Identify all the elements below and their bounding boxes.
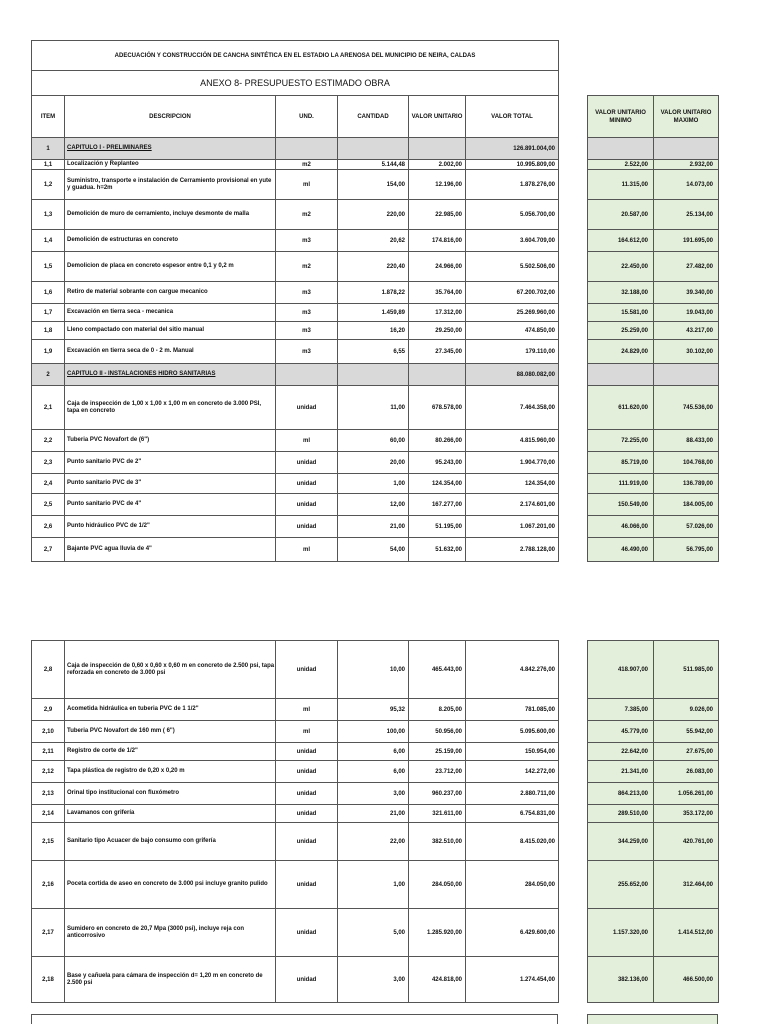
table-row <box>32 538 559 562</box>
item-max-value: 30.102,00 <box>654 340 719 364</box>
min-max-row <box>588 909 719 957</box>
item-unit: m3 <box>276 282 338 304</box>
table-row <box>32 230 559 252</box>
chapter-item: 2 <box>32 364 65 386</box>
table-row <box>32 721 559 743</box>
item-min-value: 255.652,00 <box>588 861 654 909</box>
item-description: Bajante PVC agua lluvia de 4" <box>65 538 276 562</box>
item-unit: ml <box>276 699 338 721</box>
header-item: ITEM <box>32 96 65 138</box>
chapter-total: 88.080.082,00 <box>466 364 559 386</box>
item-min-value: 85.719,00 <box>588 452 654 474</box>
item-min-value: 22.450,00 <box>588 252 654 282</box>
table-row <box>32 170 559 200</box>
item-total-value: 179.110,00 <box>466 340 559 364</box>
item-unit-value: 29.250,00 <box>409 322 466 340</box>
continued-table-edge <box>31 1014 558 1024</box>
continued-side-table-edge <box>587 1014 718 1024</box>
item-description: Poceta cortida de aseo en concreto de 3.000 psi incluye granito pulido <box>65 861 276 909</box>
item-unit-value: 23.712,00 <box>409 761 466 783</box>
item-description: Acometida hidráulica en tuberia PVC de 1 1/2" <box>65 699 276 721</box>
item-total-value: 6.429.600,00 <box>466 909 559 957</box>
item-number: 1,7 <box>32 304 65 322</box>
min-max-row <box>588 761 719 783</box>
item-max-value: 745.536,00 <box>654 386 719 430</box>
item-min-value: 24.829,00 <box>588 340 654 364</box>
item-number: 2,11 <box>32 743 65 761</box>
item-unit: unidad <box>276 494 338 516</box>
item-min-value: 20.587,00 <box>588 200 654 230</box>
item-min-value: 45.779,00 <box>588 721 654 743</box>
item-description: Excavación en tierra seca - mecanica <box>65 304 276 322</box>
min-max-row <box>588 494 719 516</box>
item-number: 2,8 <box>32 641 65 699</box>
item-max-value: 184.005,00 <box>654 494 719 516</box>
item-unit: unidad <box>276 861 338 909</box>
item-description: Sumidero en concreto de 20,7 Mpa (3000 psi), incluye reja con anticorrosivo <box>65 909 276 957</box>
item-min-value: 864.213,00 <box>588 783 654 805</box>
item-unit: unidad <box>276 386 338 430</box>
item-total-value: 67.200.702,00 <box>466 282 559 304</box>
item-max-value: 88.433,00 <box>654 430 719 452</box>
item-unit: unidad <box>276 805 338 823</box>
item-total-value: 5.056.700,00 <box>466 200 559 230</box>
item-total-value: 781.085,00 <box>466 699 559 721</box>
item-max-value: 136.789,00 <box>654 474 719 494</box>
table-row <box>32 322 559 340</box>
item-unit: ml <box>276 538 338 562</box>
item-unit-value: 35.764,00 <box>409 282 466 304</box>
min-max-row <box>588 170 719 200</box>
item-max-value: 104.768,00 <box>654 452 719 474</box>
min-max-row <box>588 282 719 304</box>
item-unit-value: 22.985,00 <box>409 200 466 230</box>
item-quantity: 22,00 <box>338 823 409 861</box>
chapter-total: 126.891.004,00 <box>466 138 559 160</box>
item-min-value: 344.259,00 <box>588 823 654 861</box>
item-unit-value: 17.312,00 <box>409 304 466 322</box>
item-number: 2,16 <box>32 861 65 909</box>
item-description: Punto sanitario PVC de 3" <box>65 474 276 494</box>
item-max-value: 39.340,00 <box>654 282 719 304</box>
item-total-value: 1.274.454,00 <box>466 957 559 1003</box>
item-quantity: 6,55 <box>338 340 409 364</box>
item-unit-value: 678.578,00 <box>409 386 466 430</box>
header-cantidad: CANTIDAD <box>338 96 409 138</box>
min-max-row <box>588 743 719 761</box>
header-valor-total: VALOR TOTAL <box>466 96 559 138</box>
item-max-value: 2.932,00 <box>654 160 719 170</box>
item-min-value: 111.919,00 <box>588 474 654 494</box>
item-unit-value: 124.354,00 <box>409 474 466 494</box>
item-min-value: 11.315,00 <box>588 170 654 200</box>
item-number: 2,3 <box>32 452 65 474</box>
table-row <box>32 699 559 721</box>
table-row <box>32 160 559 170</box>
item-quantity: 20,00 <box>338 452 409 474</box>
item-unit-value: 24.966,00 <box>409 252 466 282</box>
item-max-value: 19.043,00 <box>654 304 719 322</box>
min-max-row <box>588 474 719 494</box>
item-number: 2,1 <box>32 386 65 430</box>
item-quantity: 21,00 <box>338 805 409 823</box>
item-description: Sanitario tipo Acuacer de bajo consumo con grifería <box>65 823 276 861</box>
min-max-row <box>588 340 719 364</box>
item-number: 2,12 <box>32 761 65 783</box>
item-number: 1,1 <box>32 160 65 170</box>
item-unit-value: 465.443,00 <box>409 641 466 699</box>
item-min-value: 7.385,00 <box>588 699 654 721</box>
item-total-value: 284.050,00 <box>466 861 559 909</box>
item-unit: unidad <box>276 452 338 474</box>
item-number: 1,4 <box>32 230 65 252</box>
header-descripcion: DESCRIPCION <box>65 96 276 138</box>
item-description: Caja de inspección de 1,00 x 1,00 x 1,00 m en concreto de 3.000 PSI, tapa en concreto <box>65 386 276 430</box>
item-total-value: 2.880.711,00 <box>466 783 559 805</box>
item-unit: unidad <box>276 823 338 861</box>
item-unit: ml <box>276 170 338 200</box>
table-row <box>32 805 559 823</box>
table-row <box>32 494 559 516</box>
table-row <box>32 783 559 805</box>
min-max-row <box>588 538 719 562</box>
item-total-value: 150.954,00 <box>466 743 559 761</box>
item-description: Orinal tipo institucional con fluxómetro <box>65 783 276 805</box>
item-unit: unidad <box>276 909 338 957</box>
item-max-value: 27.482,00 <box>654 252 719 282</box>
item-description: Retiro de material sobrante con cargue mecanico <box>65 282 276 304</box>
chapter-title: CAPITULO I - PRELIMINARES <box>65 138 276 160</box>
item-number: 1,9 <box>32 340 65 364</box>
min-max-row <box>588 699 719 721</box>
min-max-table-page-1 <box>587 95 719 562</box>
table-row <box>32 641 559 699</box>
item-unit-value: 50.956,00 <box>409 721 466 743</box>
min-max-row <box>588 805 719 823</box>
item-number: 2,7 <box>32 538 65 562</box>
item-number: 2,14 <box>32 805 65 823</box>
item-number: 1,2 <box>32 170 65 200</box>
table-row <box>32 452 559 474</box>
item-max-value: 57.026,00 <box>654 516 719 538</box>
item-total-value: 1.904.770,00 <box>466 452 559 474</box>
item-unit: ml <box>276 721 338 743</box>
item-unit: unidad <box>276 957 338 1003</box>
item-number: 2,9 <box>32 699 65 721</box>
item-min-value: 2.522,00 <box>588 160 654 170</box>
item-total-value: 25.269.960,00 <box>466 304 559 322</box>
item-unit-value: 167.277,00 <box>409 494 466 516</box>
item-quantity: 60,00 <box>338 430 409 452</box>
item-max-value: 191.695,00 <box>654 230 719 252</box>
item-unit-value: 27.345,00 <box>409 340 466 364</box>
item-number: 2,2 <box>32 430 65 452</box>
item-unit-value: 95.243,00 <box>409 452 466 474</box>
item-max-value: 9.026,00 <box>654 699 719 721</box>
item-min-value: 46.066,00 <box>588 516 654 538</box>
item-unit-value: 382.510,00 <box>409 823 466 861</box>
item-min-value: 611.620,00 <box>588 386 654 430</box>
item-min-value: 46.490,00 <box>588 538 654 562</box>
min-max-table-page-2 <box>587 640 719 1003</box>
item-unit-value: 321.611,00 <box>409 805 466 823</box>
table-row <box>32 823 559 861</box>
item-quantity: 1,00 <box>338 861 409 909</box>
item-quantity: 12,00 <box>338 494 409 516</box>
item-number: 1,5 <box>32 252 65 282</box>
item-unit: m3 <box>276 304 338 322</box>
item-unit: m2 <box>276 200 338 230</box>
min-max-row <box>588 386 719 430</box>
item-number: 2,13 <box>32 783 65 805</box>
document-subtitle: ANEXO 8- PRESUPUESTO ESTIMADO OBRA <box>32 71 559 96</box>
item-min-value: 1.157.320,00 <box>588 909 654 957</box>
item-unit: unidad <box>276 743 338 761</box>
item-total-value: 2.174.601,00 <box>466 494 559 516</box>
item-total-value: 4.815.960,00 <box>466 430 559 452</box>
item-number: 1,8 <box>32 322 65 340</box>
item-number: 2,4 <box>32 474 65 494</box>
item-quantity: 3,00 <box>338 957 409 1003</box>
item-unit-value: 1.285.920,00 <box>409 909 466 957</box>
item-max-value: 14.073,00 <box>654 170 719 200</box>
item-number: 2,5 <box>32 494 65 516</box>
min-max-row <box>588 823 719 861</box>
item-quantity: 5,00 <box>338 909 409 957</box>
item-min-value: 21.341,00 <box>588 761 654 783</box>
item-min-value: 418.907,00 <box>588 641 654 699</box>
min-max-row <box>588 783 719 805</box>
item-unit: m3 <box>276 340 338 364</box>
table-row <box>32 282 559 304</box>
item-description: Demolición de estructuras en concreto <box>65 230 276 252</box>
table-row <box>32 252 559 282</box>
item-quantity: 10,00 <box>338 641 409 699</box>
item-description: Caja de inspección de 0,60 x 0,60 x 0,60 m en concreto de 2.500 psi, tapa reforzada en concreto de 3.000 psi <box>65 641 276 699</box>
item-number: 2,15 <box>32 823 65 861</box>
item-max-value: 55.942,00 <box>654 721 719 743</box>
item-max-value: 466.500,00 <box>654 957 719 1003</box>
item-number: 2,18 <box>32 957 65 1003</box>
table-row <box>32 474 559 494</box>
table-row <box>32 861 559 909</box>
table-row <box>32 516 559 538</box>
item-unit-value: 174.816,00 <box>409 230 466 252</box>
min-max-row <box>588 957 719 1003</box>
item-min-value: 22.642,00 <box>588 743 654 761</box>
item-number: 2,10 <box>32 721 65 743</box>
item-total-value: 5.502.506,00 <box>466 252 559 282</box>
min-max-row <box>588 721 719 743</box>
min-max-row <box>588 516 719 538</box>
table-row <box>32 386 559 430</box>
min-max-row <box>588 430 719 452</box>
header-valor-unitario: VALOR UNITARIO <box>409 96 466 138</box>
table-row <box>32 200 559 230</box>
item-total-value: 1.878.276,00 <box>466 170 559 200</box>
item-unit: unidad <box>276 761 338 783</box>
item-quantity: 220,00 <box>338 200 409 230</box>
item-description: Punto hidráulico PVC de 1/2" <box>65 516 276 538</box>
item-description: Demolicion de placa en concreto espesor entre 0,1 y 0,2 m <box>65 252 276 282</box>
chapter-item: 1 <box>32 138 65 160</box>
item-description: Lavamanos con grifería <box>65 805 276 823</box>
item-quantity: 220,40 <box>338 252 409 282</box>
budget-table-page-2 <box>31 640 559 1003</box>
item-description: Tuberia PVC Novafort de (6") <box>65 430 276 452</box>
item-number: 1,3 <box>32 200 65 230</box>
item-description: Punto sanitario PVC de 4" <box>65 494 276 516</box>
item-max-value: 27.675,00 <box>654 743 719 761</box>
header-und: UND. <box>276 96 338 138</box>
table-row <box>32 340 559 364</box>
header-valor-unitario-maximo: VALOR UNITARIO MAXIMO <box>654 96 719 138</box>
min-max-row <box>588 641 719 699</box>
document-title: ADECUACIÓN Y CONSTRUCCIÓN DE CANCHA SINTÉTICA EN EL ESTADIO LA ARENOSA DEL MUNICIPIO DE NEIRA, CALDAS <box>32 41 559 71</box>
item-min-value: 289.510,00 <box>588 805 654 823</box>
item-unit-value: 284.050,00 <box>409 861 466 909</box>
item-unit: m3 <box>276 322 338 340</box>
item-quantity: 5.144,48 <box>338 160 409 170</box>
table-row <box>32 909 559 957</box>
item-max-value: 26.083,00 <box>654 761 719 783</box>
item-total-value: 8.415.020,00 <box>466 823 559 861</box>
item-min-value: 150.549,00 <box>588 494 654 516</box>
item-unit: unidad <box>276 783 338 805</box>
item-unit-value: 424.818,00 <box>409 957 466 1003</box>
item-min-value: 72.255,00 <box>588 430 654 452</box>
item-quantity: 1.459,89 <box>338 304 409 322</box>
budget-table-page-1 <box>31 40 559 562</box>
item-unit-value: 25.159,00 <box>409 743 466 761</box>
header-valor-unitario-minimo: VALOR UNITARIO MINIMO <box>588 96 654 138</box>
item-total-value: 6.754.831,00 <box>466 805 559 823</box>
item-quantity: 21,00 <box>338 516 409 538</box>
item-min-value: 164.612,00 <box>588 230 654 252</box>
item-unit-value: 8.205,00 <box>409 699 466 721</box>
item-unit: m2 <box>276 160 338 170</box>
item-description: Localización y Replanteo <box>65 160 276 170</box>
item-total-value: 474.850,00 <box>466 322 559 340</box>
item-unit: unidad <box>276 474 338 494</box>
item-min-value: 25.259,00 <box>588 322 654 340</box>
chapter-title: CAPITULO II - INSTALACIONES HIDRO SANITARIAS <box>65 364 276 386</box>
item-unit: m2 <box>276 252 338 282</box>
item-number: 1,6 <box>32 282 65 304</box>
min-max-row <box>588 322 719 340</box>
item-total-value: 10.995.809,00 <box>466 160 559 170</box>
table-row <box>32 743 559 761</box>
item-quantity: 11,00 <box>338 386 409 430</box>
item-quantity: 1.878,22 <box>338 282 409 304</box>
item-min-value: 32.188,00 <box>588 282 654 304</box>
item-max-value: 25.134,00 <box>654 200 719 230</box>
item-max-value: 1.056.261,00 <box>654 783 719 805</box>
item-number: 2,17 <box>32 909 65 957</box>
item-quantity: 1,00 <box>338 474 409 494</box>
item-max-value: 353.172,00 <box>654 805 719 823</box>
item-max-value: 1.414.512,00 <box>654 909 719 957</box>
item-max-value: 43.217,00 <box>654 322 719 340</box>
item-unit-value: 51.195,00 <box>409 516 466 538</box>
item-unit-value: 80.266,00 <box>409 430 466 452</box>
item-description: Tapa plástica de registro de 0,20 x 0,20 m <box>65 761 276 783</box>
item-quantity: 95,32 <box>338 699 409 721</box>
item-unit-value: 51.632,00 <box>409 538 466 562</box>
item-total-value: 1.067.201,00 <box>466 516 559 538</box>
item-max-value: 56.795,00 <box>654 538 719 562</box>
item-unit: ml <box>276 430 338 452</box>
item-description: Lleno compactado con material del sitio manual <box>65 322 276 340</box>
min-max-row <box>588 160 719 170</box>
item-quantity: 6,00 <box>338 743 409 761</box>
item-description: Suministro, transporte e instalación de Cerramiento provisional en yute y guadua. h=2m <box>65 170 276 200</box>
item-quantity: 100,00 <box>338 721 409 743</box>
min-max-row <box>588 230 719 252</box>
table-row <box>32 304 559 322</box>
item-quantity: 6,00 <box>338 761 409 783</box>
item-total-value: 2.788.128,00 <box>466 538 559 562</box>
item-quantity: 3,00 <box>338 783 409 805</box>
min-max-row <box>588 452 719 474</box>
item-number: 2,6 <box>32 516 65 538</box>
item-quantity: 20,62 <box>338 230 409 252</box>
item-total-value: 7.464.358,00 <box>466 386 559 430</box>
item-min-value: 382.136,00 <box>588 957 654 1003</box>
item-unit: unidad <box>276 516 338 538</box>
item-description: Registro de corte de 1/2" <box>65 743 276 761</box>
item-total-value: 4.842.276,00 <box>466 641 559 699</box>
min-max-row <box>588 200 719 230</box>
table-row <box>32 957 559 1003</box>
min-max-row <box>588 252 719 282</box>
item-unit: m3 <box>276 230 338 252</box>
item-unit-value: 2.002,00 <box>409 160 466 170</box>
item-max-value: 511.985,00 <box>654 641 719 699</box>
item-total-value: 5.095.600,00 <box>466 721 559 743</box>
item-description: Excavación en tierra seca de 0 - 2 m. Manual <box>65 340 276 364</box>
item-quantity: 16,20 <box>338 322 409 340</box>
item-unit: unidad <box>276 641 338 699</box>
item-description: Tuberia PVC Novafort de 160 mm ( 6") <box>65 721 276 743</box>
item-description: Base y cañuela para cámara de inspección d= 1,20 m en concreto de 2.500 psi <box>65 957 276 1003</box>
item-max-value: 312.464,00 <box>654 861 719 909</box>
item-max-value: 420.761,00 <box>654 823 719 861</box>
item-quantity: 54,00 <box>338 538 409 562</box>
item-unit-value: 960.237,00 <box>409 783 466 805</box>
item-description: Demolición de muro de cerramiento, incluye desmonte de malla <box>65 200 276 230</box>
item-quantity: 154,00 <box>338 170 409 200</box>
item-total-value: 142.272,00 <box>466 761 559 783</box>
table-row <box>32 430 559 452</box>
min-max-row <box>588 861 719 909</box>
item-min-value: 15.581,00 <box>588 304 654 322</box>
min-max-row <box>588 304 719 322</box>
item-description: Punto sanitario PVC de 2" <box>65 452 276 474</box>
table-row <box>32 761 559 783</box>
item-unit-value: 12.196,00 <box>409 170 466 200</box>
item-total-value: 3.604.709,00 <box>466 230 559 252</box>
item-total-value: 124.354,00 <box>466 474 559 494</box>
